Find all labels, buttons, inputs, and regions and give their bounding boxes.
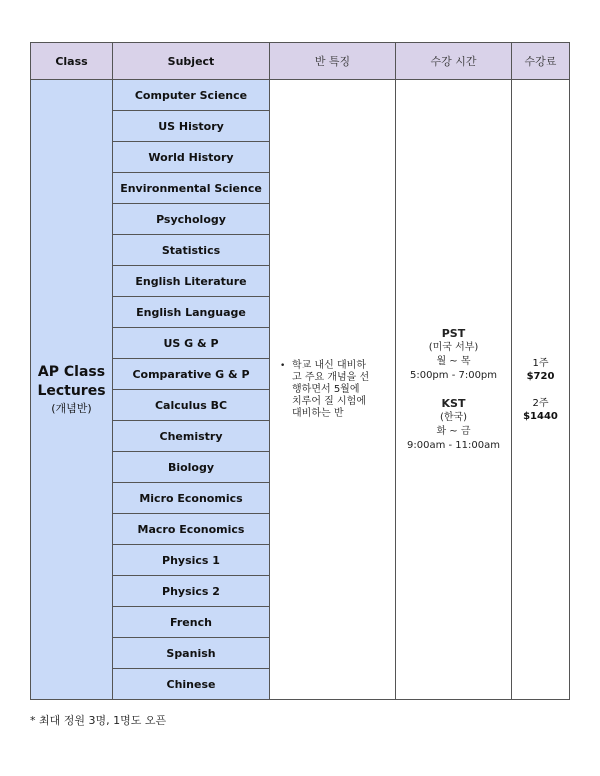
subject-row: [31, 80, 570, 111]
header-class: Class: [31, 43, 113, 80]
plan2-price: $1440: [523, 410, 558, 422]
header-fee: 수강료: [512, 43, 570, 80]
pst-region: (미국 서부): [428, 341, 479, 353]
footnote: * 최대 정원 3명, 1명도 오픈: [30, 714, 167, 727]
subject-cell: Spanish: [113, 638, 270, 669]
subject-cell: Physics 1: [113, 545, 270, 576]
header-features: 반 특징: [270, 43, 396, 80]
class-cell: [31, 80, 113, 700]
header-schedule: 수강 시간: [396, 43, 512, 80]
pst-hours: 5:00pm - 7:00pm: [409, 369, 498, 381]
subject-cell: Calculus BC: [113, 390, 270, 421]
features-cell: [270, 80, 396, 700]
plan2-duration: 2주: [532, 397, 549, 409]
header-row: [31, 43, 570, 80]
subject-cell: World History: [113, 142, 270, 173]
subject-cell: Micro Economics: [113, 483, 270, 514]
subject-cell: Macro Economics: [113, 514, 270, 545]
kst-region: (한국): [439, 411, 468, 423]
schedule-block: [396, 327, 511, 453]
subject-cell: Statistics: [113, 235, 270, 266]
pst-label: PST: [441, 326, 466, 340]
plan1-price: $720: [526, 370, 555, 382]
schedule-cell: [396, 80, 512, 700]
subject-cell: English Language: [113, 297, 270, 328]
subject-cell: Biology: [113, 452, 270, 483]
header-subject: Subject: [113, 43, 270, 80]
features-list: [270, 360, 395, 420]
subject-cell: Environmental Science: [113, 173, 270, 204]
subject-cell: Computer Science: [113, 80, 270, 111]
subject-cell: Chemistry: [113, 421, 270, 452]
class-title: AP Class Lectures: [37, 363, 106, 399]
subject-cell: English Literature: [113, 266, 270, 297]
kst-days: 화 ~ 금: [436, 425, 471, 437]
fee-cell: [512, 80, 570, 700]
subject-cell: US History: [113, 111, 270, 142]
fee-block: [512, 357, 569, 423]
subject-cell: US G & P: [113, 328, 270, 359]
pst-days: 월 ~ 목: [436, 355, 471, 367]
subject-cell: French: [113, 607, 270, 638]
subject-cell: Comparative G & P: [113, 359, 270, 390]
subject-cell: Psychology: [113, 204, 270, 235]
plan1-duration: 1주: [532, 357, 549, 369]
ap-class-table: [30, 42, 570, 700]
subject-cell: Chinese: [113, 669, 270, 700]
bullet-icon: •: [280, 360, 286, 371]
kst-label: KST: [441, 396, 466, 410]
subject-cell: Physics 2: [113, 576, 270, 607]
features-text: 학교 내신 대비하고 주요 개념을 선행하면서 5월에 치루어 질 시험에 대비하는 반: [292, 359, 370, 419]
kst-hours: 9:00am - 11:00am: [407, 439, 500, 451]
class-subtitle: (개념반): [51, 401, 92, 415]
